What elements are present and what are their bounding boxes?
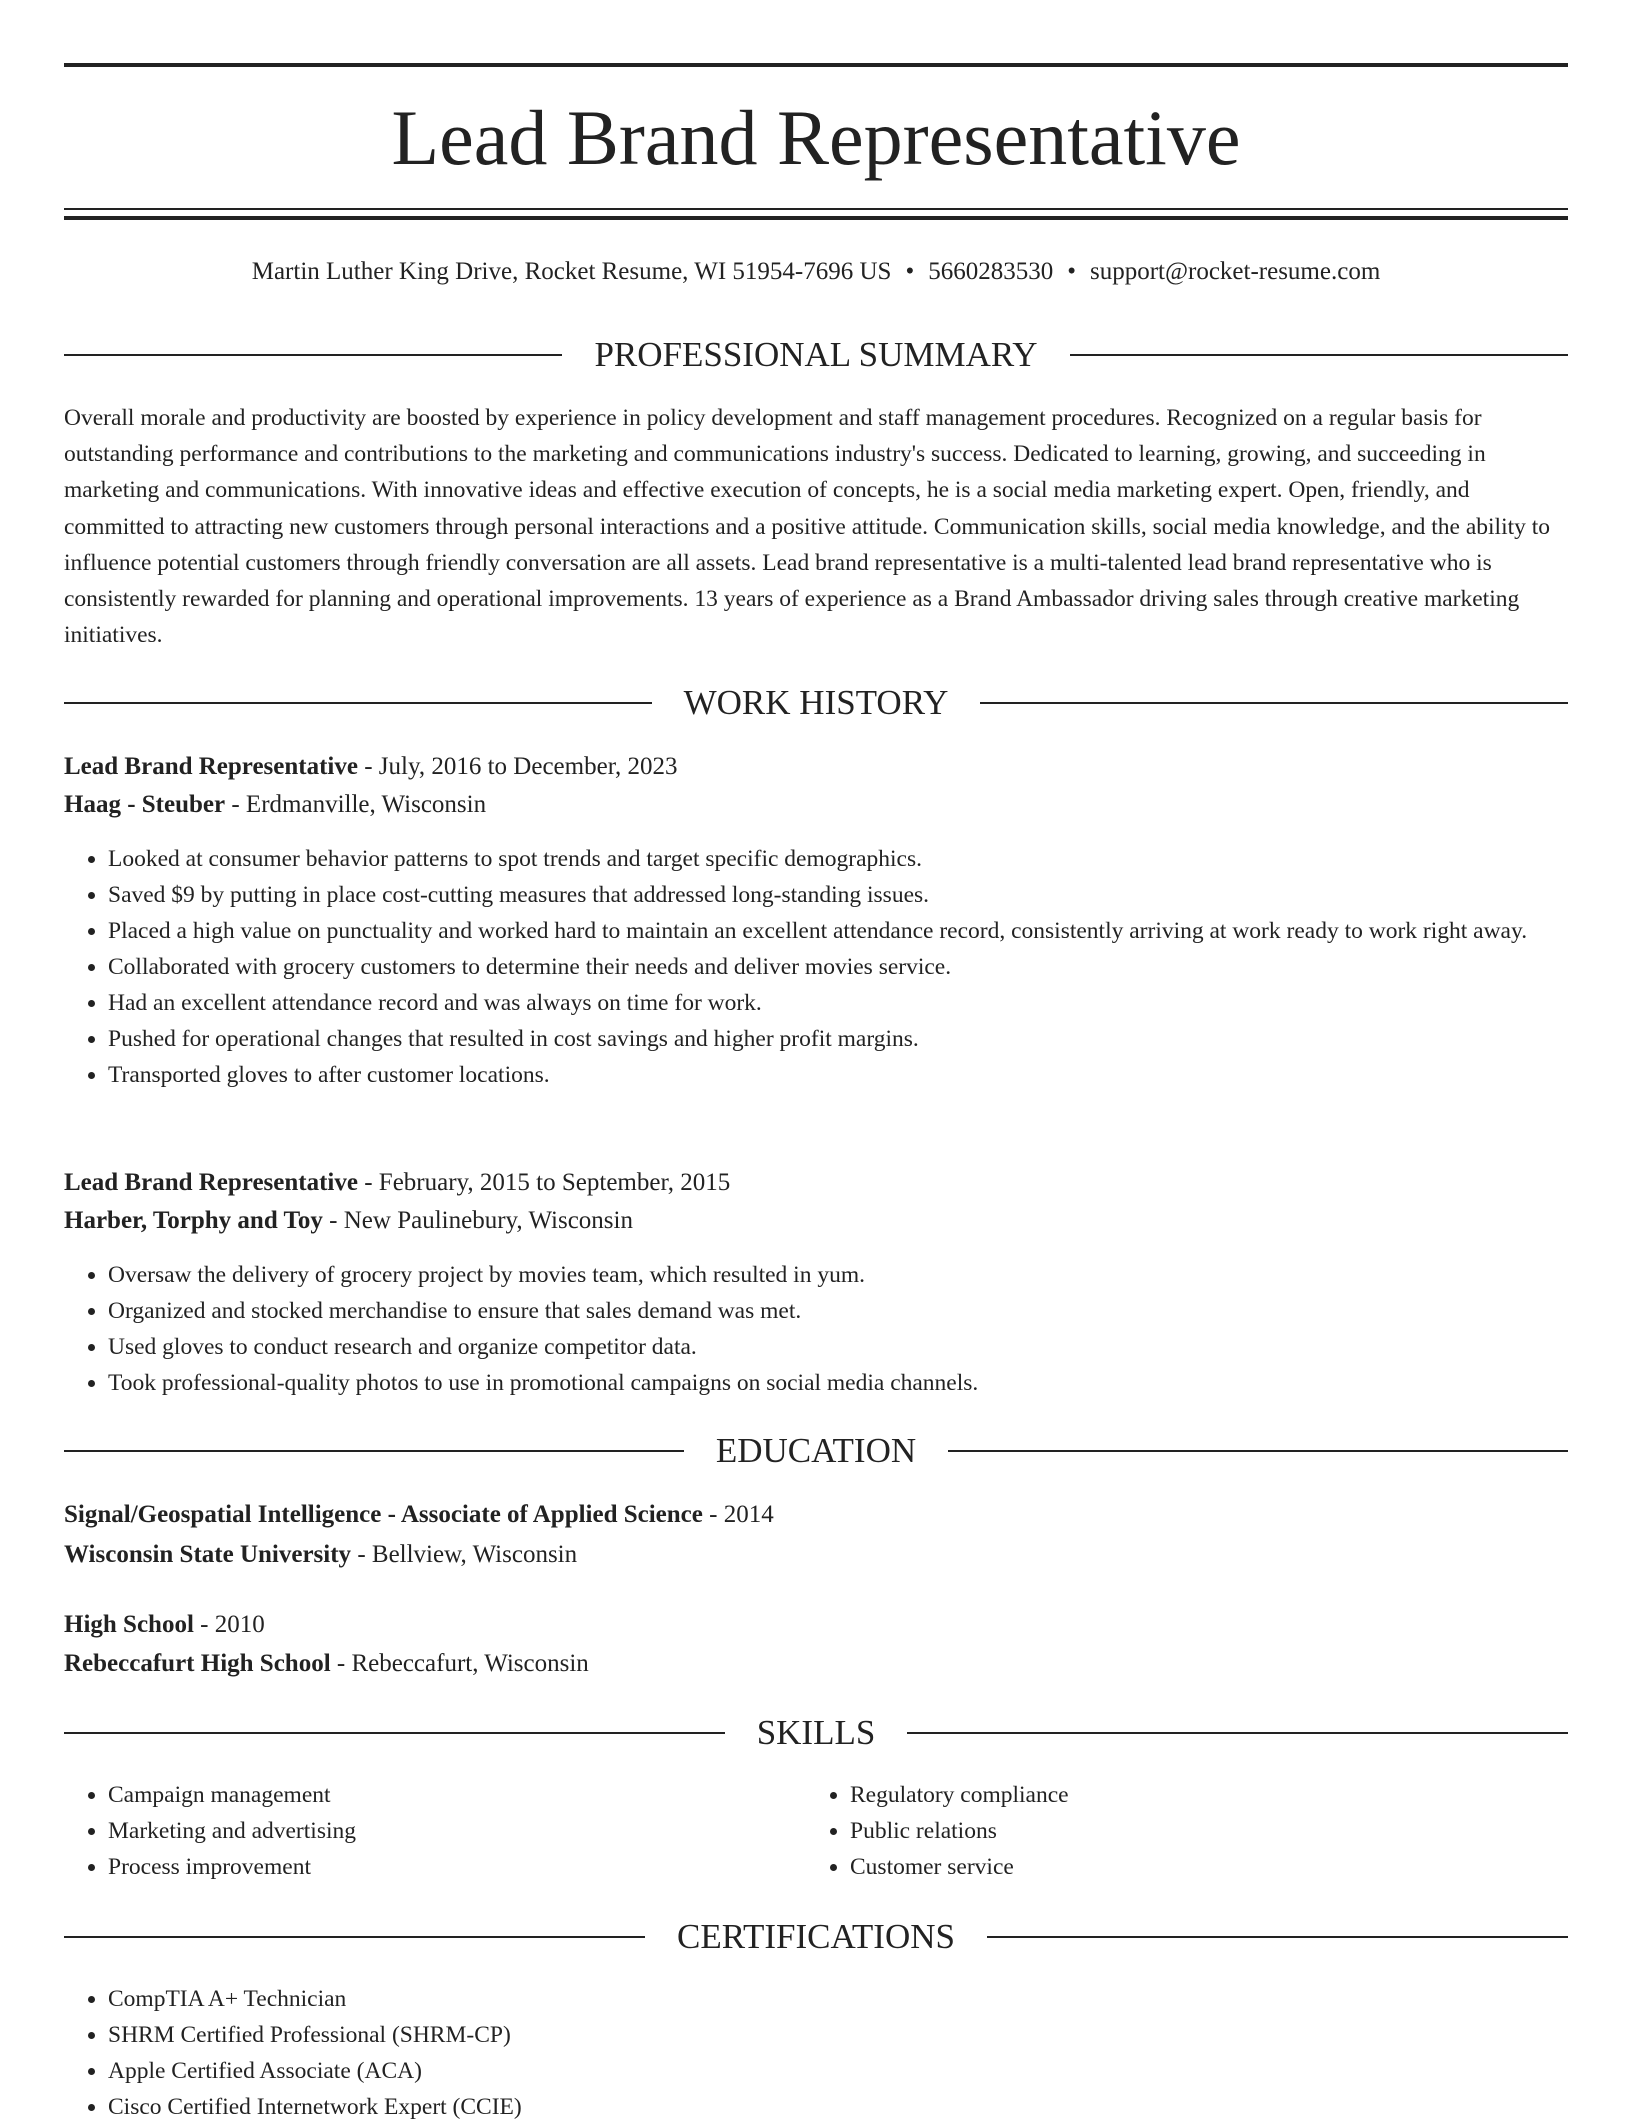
heading-rule [948, 1450, 1568, 1452]
job-company-line [64, 786, 1568, 824]
heading-rule [64, 354, 562, 356]
top-rule [64, 63, 1568, 67]
skill-item: • Public relations [850, 1813, 1568, 1849]
section-title: SKILLS [756, 1713, 876, 1752]
section-title: EDUCATION [715, 1431, 917, 1470]
skill-item: • Customer service [850, 1849, 1568, 1885]
list-item: • Oversaw the delivery of grocery project by movies team, which resulted in yum. [108, 1257, 1568, 1293]
heading-rule [64, 702, 652, 704]
heading-rule [64, 1450, 684, 1452]
contact-address: Martin Luther King Drive, Rocket Resume, WI 51954-7696 US [251, 258, 892, 285]
certification-item: • CompTIA A+ Technician [108, 1981, 1568, 2017]
header-rule-thick [64, 216, 1568, 220]
job-company-line [64, 1202, 1568, 1240]
job-title: Lead Brand Representative [64, 753, 358, 780]
section-heading-work [64, 681, 1568, 725]
list-item: • Transported gloves to after customer locations. [108, 1057, 1568, 1093]
skills-list-left [64, 1777, 806, 1885]
job-title-line [64, 748, 1568, 786]
job-company: Haag - Steuber [64, 791, 226, 818]
skill-item: • Campaign management [108, 1777, 806, 1813]
heading-rule [907, 1732, 1568, 1734]
education-degree-line [64, 1606, 1568, 1644]
skill-item: • Process improvement [108, 1849, 806, 1885]
heading-rule [980, 702, 1568, 704]
list-item: • Had an excellent attendance record and was always on time for work. [108, 985, 1568, 1021]
heading-rule [64, 1732, 725, 1734]
list-item: • Used gloves to conduct research and organize competitor data. [108, 1329, 1568, 1365]
candidate-name: Lead Brand Representative [391, 94, 1241, 181]
list-item: • Saved $9 by putting in place cost-cutting measures that addressed long-standing issues. [108, 877, 1568, 913]
summary-text: Overall morale and productivity are boosted by experience in policy development and staff management procedures. Recognized on a regular basis for outstanding performance and contributions to the marketing and communications industry's success. Dedicated to learning, growing, and succeeding in marketing and communications. With innovative ideas and effective execution of concepts, he is a social media marketing expert. Open, friendly, and committed to attracting new customers through personal interactions and a positive attitude. Communication skills, social media knowledge, and the ability to influence potential customers through friendly conversation are all assets. Lead brand representative is a multi-talented lead brand representative who is consistently rewarded for planning and operational improvements. 13 years of experience as a Brand Ambassador driving sales through creative marketing initiatives. [64, 405, 1551, 649]
skill-item: • Marketing and advertising [108, 1813, 806, 1849]
section-heading-summary [64, 333, 1568, 377]
list-item: • Placed a high value on punctuality and worked hard to maintain an excellent attendance record, consistently arriving at work ready to work right away. [108, 913, 1568, 949]
certification-item: • Apple Certified Associate (ACA) [108, 2053, 1568, 2089]
section-title: WORK HISTORY [683, 683, 949, 722]
header-rule-thin [64, 208, 1568, 210]
list-item: • Organized and stocked merchandise to ensure that sales demand was met. [108, 1293, 1568, 1329]
education-degree-line [64, 1496, 1568, 1534]
education-location: - Bellview, Wisconsin [351, 1541, 578, 1568]
job-title-line [64, 1164, 1568, 1202]
education-location: - Rebeccafurt, Wisconsin [330, 1650, 589, 1677]
contact-separator: • [1067, 258, 1076, 285]
education-school: Rebeccafurt High School [64, 1650, 331, 1677]
list-item: • Looked at consumer behavior patterns to spot trends and target specific demographics. [108, 841, 1568, 877]
job-dates: - July, 2016 to December, 2023 [357, 753, 678, 780]
list-item: • Collaborated with grocery customers to determine their needs and deliver movies service. [108, 949, 1568, 985]
contact-phone: 5660283530 [928, 258, 1054, 285]
certification-item: • SHRM Certified Professional (SHRM-CP) [108, 2017, 1568, 2053]
education-year: - 2010 [193, 1611, 265, 1638]
education-school: Wisconsin State University [64, 1541, 352, 1568]
skills-list-right [806, 1777, 1568, 1885]
certifications-list [64, 1981, 1568, 2125]
job-title: Lead Brand Representative [64, 1169, 358, 1196]
education-school-line [64, 1645, 1568, 1683]
contact-line [64, 254, 1568, 290]
job-dates: - February, 2015 to September, 2015 [357, 1169, 731, 1196]
list-item: • Pushed for operational changes that resulted in cost savings and higher profit margins. [108, 1021, 1568, 1057]
section-title: CERTIFICATIONS [677, 1917, 955, 1956]
list-item: • Took professional-quality photos to use in promotional campaigns on social media channels. [108, 1365, 1568, 1401]
job-bullets [64, 841, 1568, 1093]
education-degree: High School [64, 1611, 194, 1638]
skill-item: • Regulatory compliance [850, 1777, 1568, 1813]
education-year: - 2014 [702, 1501, 774, 1528]
heading-rule [1070, 354, 1568, 356]
education-school-line [64, 1536, 1568, 1574]
section-heading-education [64, 1429, 1568, 1473]
job-location: - New Paulinebury, Wisconsin [322, 1207, 633, 1234]
contact-separator: • [905, 258, 915, 285]
job-location: - Erdmanville, Wisconsin [225, 791, 487, 818]
section-heading-skills [64, 1711, 1568, 1755]
heading-rule [987, 1936, 1568, 1938]
contact-email[interactable]: support@rocket-resume.com [1089, 258, 1381, 285]
job-company: Harber, Torphy and Toy [64, 1207, 323, 1234]
job-bullets [64, 1257, 1568, 1401]
section-title: PROFESSIONAL SUMMARY [594, 335, 1038, 374]
certification-item: • Cisco Certified Internetwork Expert (CCIE) [108, 2089, 1568, 2125]
heading-rule [64, 1936, 645, 1938]
section-heading-certifications [64, 1915, 1568, 1959]
education-degree: Signal/Geospatial Intelligence - Associate of Applied Science [64, 1501, 703, 1528]
